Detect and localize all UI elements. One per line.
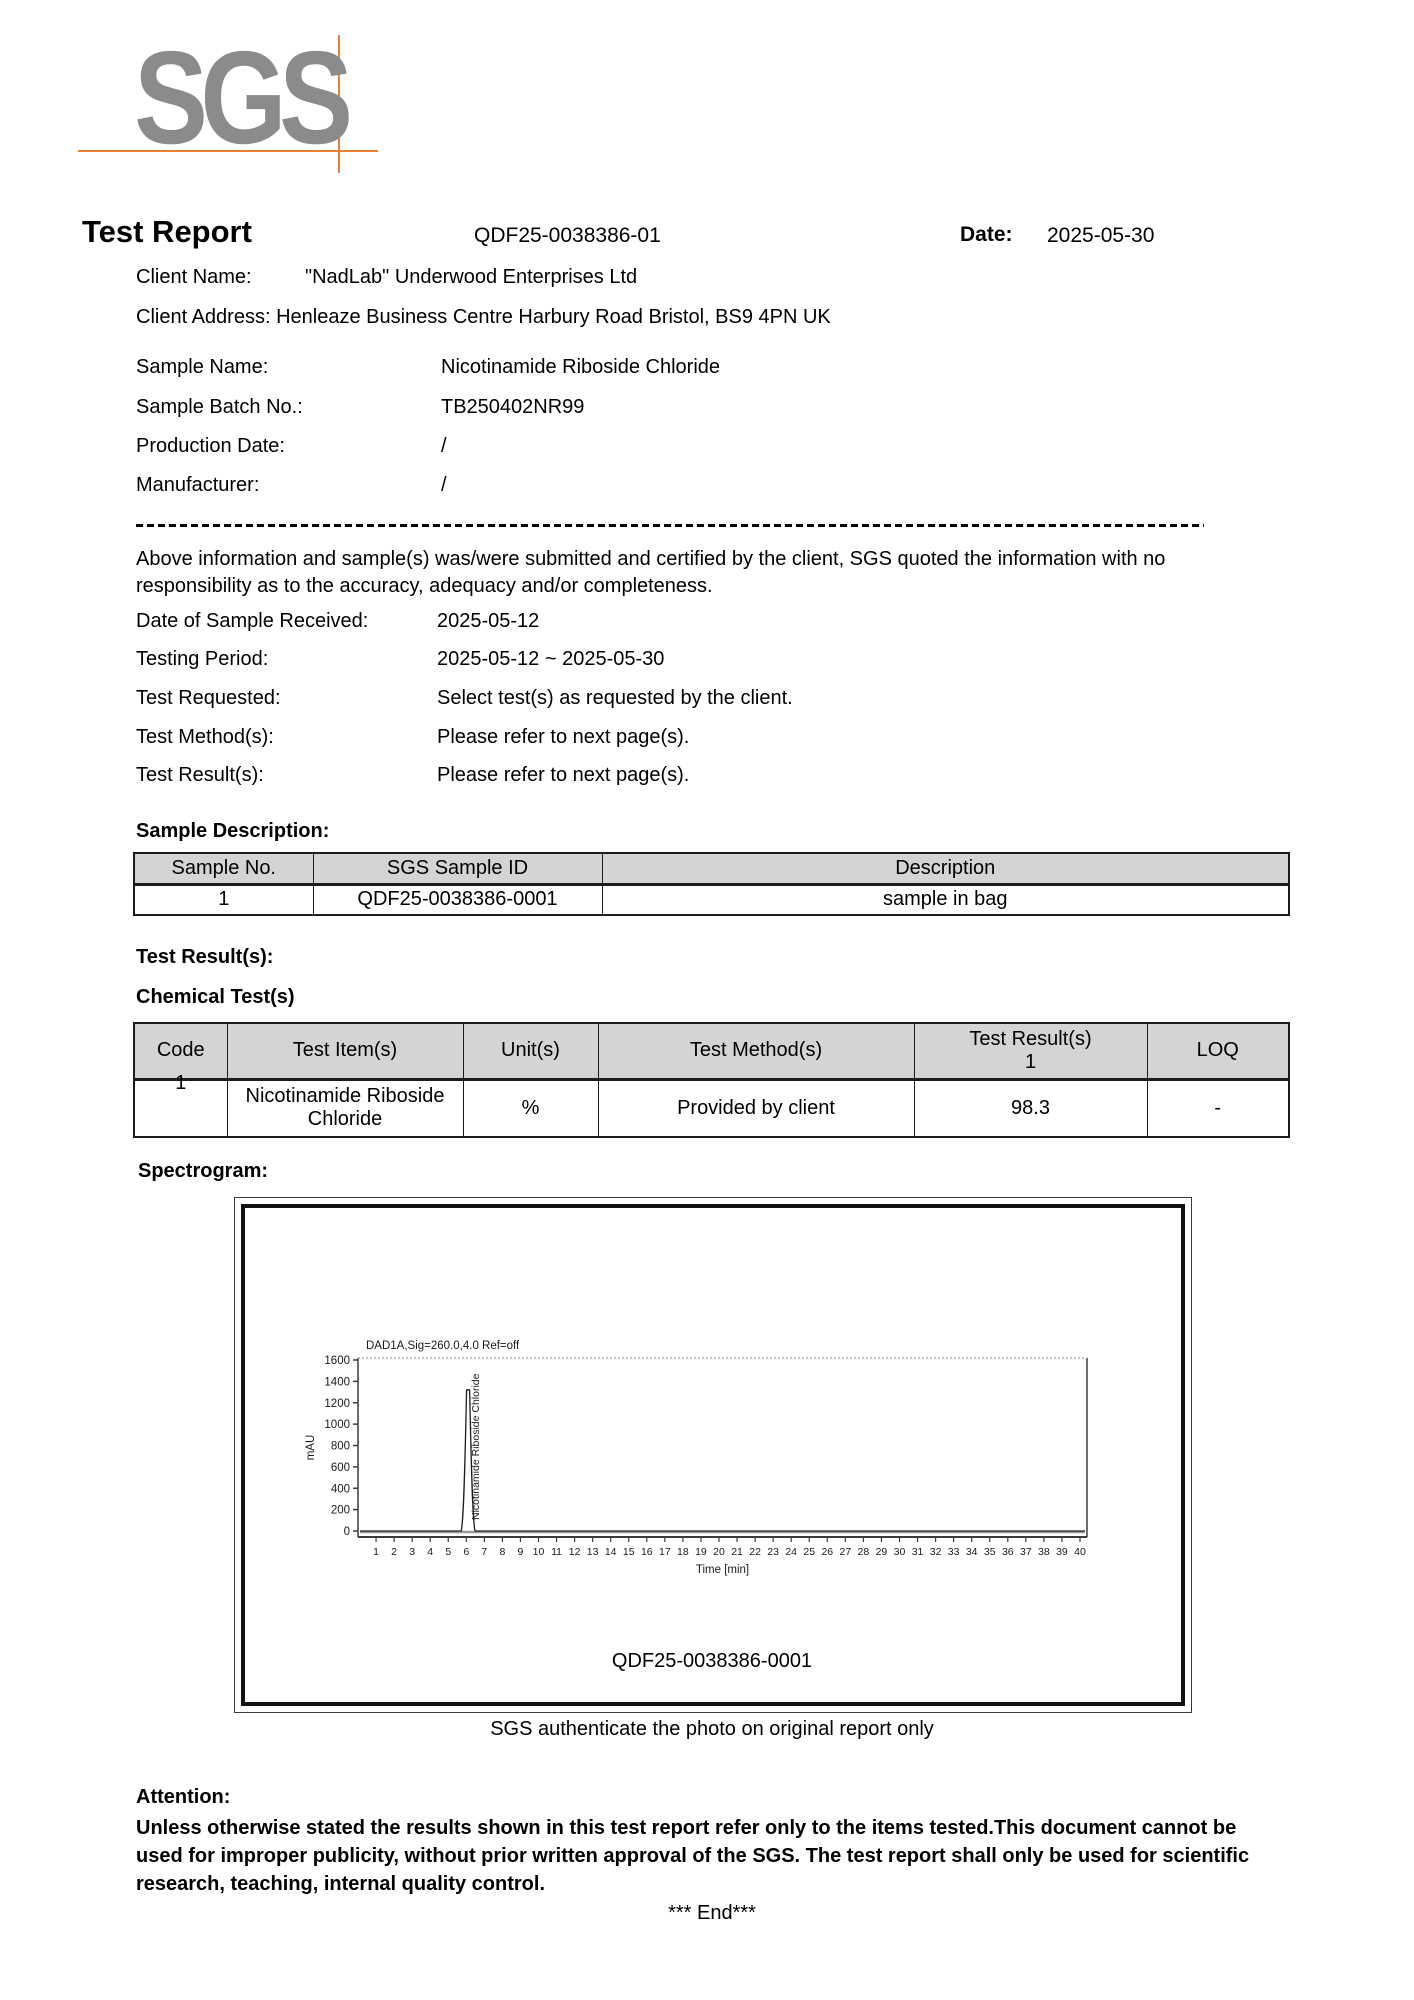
chemical-test-table bbox=[133, 1022, 1290, 1138]
production-date-value: / bbox=[441, 435, 447, 457]
x-tick-label: 30 bbox=[893, 1546, 906, 1558]
test-method-value: Please refer to next page(s). bbox=[437, 726, 690, 748]
x-tick-label: 6 bbox=[463, 1546, 470, 1558]
x-tick-label: 5 bbox=[445, 1546, 452, 1558]
sample-description-table bbox=[133, 852, 1290, 916]
x-tick-label: 13 bbox=[586, 1546, 599, 1558]
production-date-row bbox=[136, 435, 447, 458]
col-sample-no: Sample No. bbox=[134, 853, 313, 884]
date-received-label: Date of Sample Received: bbox=[136, 610, 369, 632]
x-tick-label: 7 bbox=[481, 1546, 488, 1558]
peak-label: Nicotinamide Riboside Chloride bbox=[470, 1373, 483, 1520]
cell-test-item: Nicotinamide Riboside Chloride bbox=[227, 1079, 463, 1137]
y-tick-label: 800 bbox=[330, 1440, 350, 1453]
test-requested-value: Select test(s) as requested by the client. bbox=[437, 687, 793, 709]
sgs-logo-text: SGS bbox=[134, 24, 346, 171]
x-tick-label: 34 bbox=[965, 1546, 978, 1558]
chemical-tests-heading: Chemical Test(s) bbox=[136, 986, 295, 1008]
x-tick-label: 38 bbox=[1038, 1546, 1050, 1558]
x-tick-label: 19 bbox=[695, 1546, 707, 1558]
disclaimer-text: Above information and sample(s) was/were submitted and certified by the client, SGS quoted the information with no responsibility as to the accuracy, adequacy and/or completeness. bbox=[136, 548, 1166, 597]
client-name-value: "NadLab" Underwood Enterprises Ltd bbox=[305, 266, 638, 288]
test-requested-label: Test Requested: bbox=[136, 687, 281, 709]
x-tick-label: 3 bbox=[409, 1546, 416, 1558]
test-method-row bbox=[136, 726, 690, 749]
testing-period-row bbox=[136, 648, 665, 671]
y-tick-label: 1400 bbox=[324, 1376, 350, 1389]
sample-batch-label: Sample Batch No.: bbox=[136, 396, 303, 418]
col-code bbox=[134, 1023, 227, 1094]
date-received-row bbox=[136, 610, 540, 633]
cell-test-method: Provided by client bbox=[598, 1079, 914, 1137]
test-result-label: Test Result(s): bbox=[136, 764, 264, 786]
col-loq: LOQ bbox=[1147, 1023, 1289, 1079]
x-tick-label: 24 bbox=[785, 1546, 798, 1558]
col-test-item: Test Item(s) bbox=[227, 1023, 463, 1079]
production-date-label: Production Date: bbox=[136, 435, 285, 457]
col-code-label: Code bbox=[156, 1039, 205, 1062]
results-heading: Test Result(s): bbox=[136, 946, 274, 968]
col-test-result bbox=[914, 1023, 1147, 1079]
sgs-logo bbox=[0, 0, 420, 190]
client-name-row bbox=[136, 266, 638, 289]
x-tick-label: 36 bbox=[1001, 1546, 1014, 1558]
sample-name-value: Nicotinamide Riboside Chloride bbox=[441, 356, 721, 378]
x-tick-label: 8 bbox=[499, 1546, 506, 1558]
x-tick-label: 16 bbox=[640, 1546, 653, 1558]
spectrogram-footnote: SGS authenticate the photo on original report only bbox=[490, 1718, 934, 1740]
manufacturer-row bbox=[136, 474, 447, 497]
spectrogram-chart bbox=[290, 1330, 1110, 1580]
spectrogram-caption: QDF25-0038386-0001 bbox=[611, 1650, 813, 1672]
dashed-separator bbox=[136, 524, 1204, 527]
x-tick-label: 1 bbox=[373, 1546, 379, 1558]
y-tick-label: 1000 bbox=[324, 1419, 350, 1432]
x-tick-label: 14 bbox=[604, 1546, 617, 1558]
cell-description: sample in bag bbox=[602, 884, 1289, 915]
testing-period-label: Testing Period: bbox=[136, 648, 269, 670]
x-tick-label: 31 bbox=[911, 1546, 924, 1558]
client-address-value: Henleaze Business Centre Harbury Road Bristol, BS9 4PN UK bbox=[276, 306, 831, 328]
testing-period-value: 2025-05-12 ~ 2025-05-30 bbox=[437, 648, 665, 670]
x-tick-label: 15 bbox=[622, 1546, 635, 1558]
x-tick-label: 11 bbox=[551, 1546, 563, 1558]
page-title: Test Report bbox=[82, 214, 252, 249]
x-tick-label: 40 bbox=[1074, 1546, 1086, 1558]
x-tick-label: 32 bbox=[929, 1546, 942, 1558]
cell-sample-no: 1 bbox=[134, 884, 313, 915]
x-tick-label: 33 bbox=[947, 1546, 960, 1558]
test-result-value: Please refer to next page(s). bbox=[437, 764, 690, 786]
x-tick-label: 17 bbox=[659, 1546, 671, 1558]
x-tick-label: 22 bbox=[749, 1546, 761, 1558]
y-tick-label: 1200 bbox=[324, 1397, 350, 1410]
date-label: Date: bbox=[960, 223, 1013, 246]
manufacturer-label: Manufacturer: bbox=[136, 474, 260, 496]
col-description: Description bbox=[602, 853, 1289, 884]
cell-loq: - bbox=[1147, 1079, 1289, 1137]
client-address-label: Client Address: bbox=[136, 306, 271, 328]
x-tick-label: 20 bbox=[713, 1546, 725, 1558]
cell-sgs-sample-id: QDF25-0038386-0001 bbox=[313, 884, 602, 915]
manufacturer-value: / bbox=[441, 474, 447, 496]
y-tick-label: 400 bbox=[330, 1483, 350, 1496]
col-test-result-label: Test Result(s) bbox=[969, 1027, 1092, 1050]
x-tick-label: 39 bbox=[1056, 1546, 1068, 1558]
x-tick-label: 29 bbox=[875, 1546, 888, 1558]
x-tick-label: 37 bbox=[1020, 1546, 1032, 1558]
x-tick-label: 9 bbox=[517, 1546, 524, 1558]
end-marker: *** End*** bbox=[668, 1902, 756, 1924]
chemical-header-row bbox=[134, 1023, 1289, 1079]
x-tick-label: 26 bbox=[821, 1546, 834, 1558]
chromatogram-peak-trace bbox=[360, 1390, 1085, 1531]
client-name-label: Client Name: bbox=[136, 266, 252, 288]
col-test-method: Test Method(s) bbox=[598, 1023, 914, 1079]
sample-name-row bbox=[136, 356, 721, 379]
attention-text: Unless otherwise stated the results shown in this test report refer only to the items tested.This document cannot be used for improper publicity, without prior written approval of the SGS. The test report shall only be used for scientific research, teaching, internal quality control. bbox=[136, 1817, 1250, 1895]
x-tick-label: 18 bbox=[677, 1546, 689, 1558]
col-sgs-sample-id: SGS Sample ID bbox=[313, 853, 602, 884]
col-test-result-sub: 1 bbox=[1024, 1050, 1037, 1073]
sample-batch-row bbox=[136, 396, 585, 419]
attention-heading: Attention: bbox=[136, 1786, 231, 1808]
sample-description-heading: Sample Description: bbox=[136, 820, 330, 842]
col-unit: Unit(s) bbox=[463, 1023, 598, 1079]
x-tick-label: 35 bbox=[983, 1546, 996, 1558]
date-value: 2025-05-30 bbox=[1047, 224, 1155, 247]
chart-x-axis-label: Time [min] bbox=[695, 1564, 750, 1576]
date-received-value: 2025-05-12 bbox=[437, 610, 540, 632]
test-requested-row bbox=[136, 687, 793, 710]
client-address-row bbox=[136, 306, 831, 329]
test-method-label: Test Method(s): bbox=[136, 726, 274, 748]
y-tick-label: 0 bbox=[343, 1526, 350, 1538]
x-tick-label: 25 bbox=[803, 1546, 816, 1558]
x-tick-label: 28 bbox=[857, 1546, 870, 1558]
chart-y-axis-label: mAU bbox=[305, 1434, 317, 1461]
cell-test-result: 98.3 bbox=[914, 1079, 1147, 1137]
sample-batch-value: TB250402NR99 bbox=[441, 396, 585, 418]
x-tick-label: 4 bbox=[427, 1546, 434, 1558]
sample-description-header-row bbox=[134, 853, 1289, 884]
cell-unit: % bbox=[463, 1079, 598, 1137]
x-tick-label: 12 bbox=[568, 1546, 581, 1558]
spectrogram-heading: Spectrogram: bbox=[138, 1160, 269, 1182]
table-row bbox=[134, 884, 1289, 915]
y-tick-label: 200 bbox=[330, 1504, 350, 1517]
y-tick-label: 1600 bbox=[324, 1355, 350, 1367]
x-tick-label: 21 bbox=[731, 1546, 743, 1558]
x-tick-label: 10 bbox=[532, 1546, 545, 1558]
test-result-row bbox=[136, 764, 690, 787]
x-tick-label: 2 bbox=[391, 1546, 398, 1558]
x-tick-label: 27 bbox=[839, 1546, 852, 1558]
chemical-result-row bbox=[134, 1079, 1289, 1137]
code-value-overlap: 1 bbox=[175, 1071, 187, 1094]
chart-title: DAD1A,Sig=260.0,4.0 Ref=off bbox=[366, 1340, 520, 1352]
x-tick-label: 23 bbox=[767, 1546, 779, 1558]
report-number: QDF25-0038386-01 bbox=[474, 224, 661, 247]
sample-name-label: Sample Name: bbox=[136, 356, 269, 378]
y-tick-label: 600 bbox=[330, 1461, 350, 1474]
